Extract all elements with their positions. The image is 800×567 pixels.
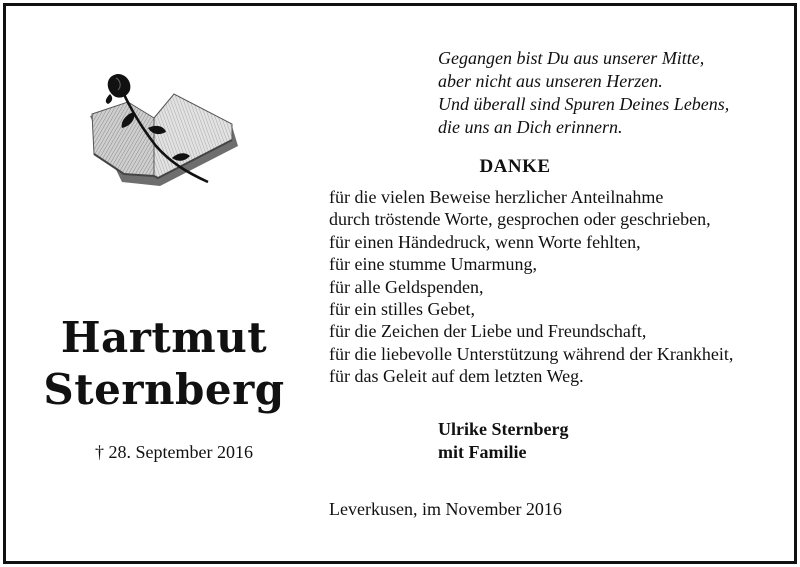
poem-line: Und überall sind Spuren Deines Lebens, [438,94,730,114]
signature-family: mit Familie [438,442,527,462]
death-date: † 28. September 2016 [95,442,253,462]
book-with-rose-icon [82,68,242,193]
thanks-line: für alle Geldspenden, [329,276,484,297]
thanks-line: für das Geleit auf dem letzten Weg. [329,366,584,387]
thanks-heading: DANKE [479,156,551,177]
thanks-line: für die vielen Beweise herzlicher Anteilnahme [329,187,664,207]
poem-line: aber nicht aus unseren Herzen. [438,71,663,91]
thanks-line: für die Zeichen der Liebe und Freundschaft, [329,321,647,342]
signature [438,418,568,464]
thanks-line: für ein stilles Gebet, [329,299,475,320]
thanks-line: für eine stumme Umarmung, [329,254,537,275]
deceased-last-name: Sternberg [43,365,285,414]
poem [438,47,729,139]
thanks-list [329,186,733,388]
signature-name: Ulrike Sternberg [438,419,569,439]
deceased-first-name: Hartmut [60,313,268,362]
place-date: Leverkusen, im November 2016 [329,499,562,519]
poem-line: Gegangen bist Du aus unserer Mitte, [438,48,705,68]
thanks-line: für die liebevolle Unterstützung während der Krankheit, [329,343,734,364]
poem-line: die uns an Dich erinnern. [438,117,623,137]
thanks-line: durch tröstende Worte, gesprochen oder geschrieben, [329,209,711,230]
thanks-line: für einen Händedruck, wenn Worte fehlten, [329,231,641,252]
deceased-name [30,312,298,416]
